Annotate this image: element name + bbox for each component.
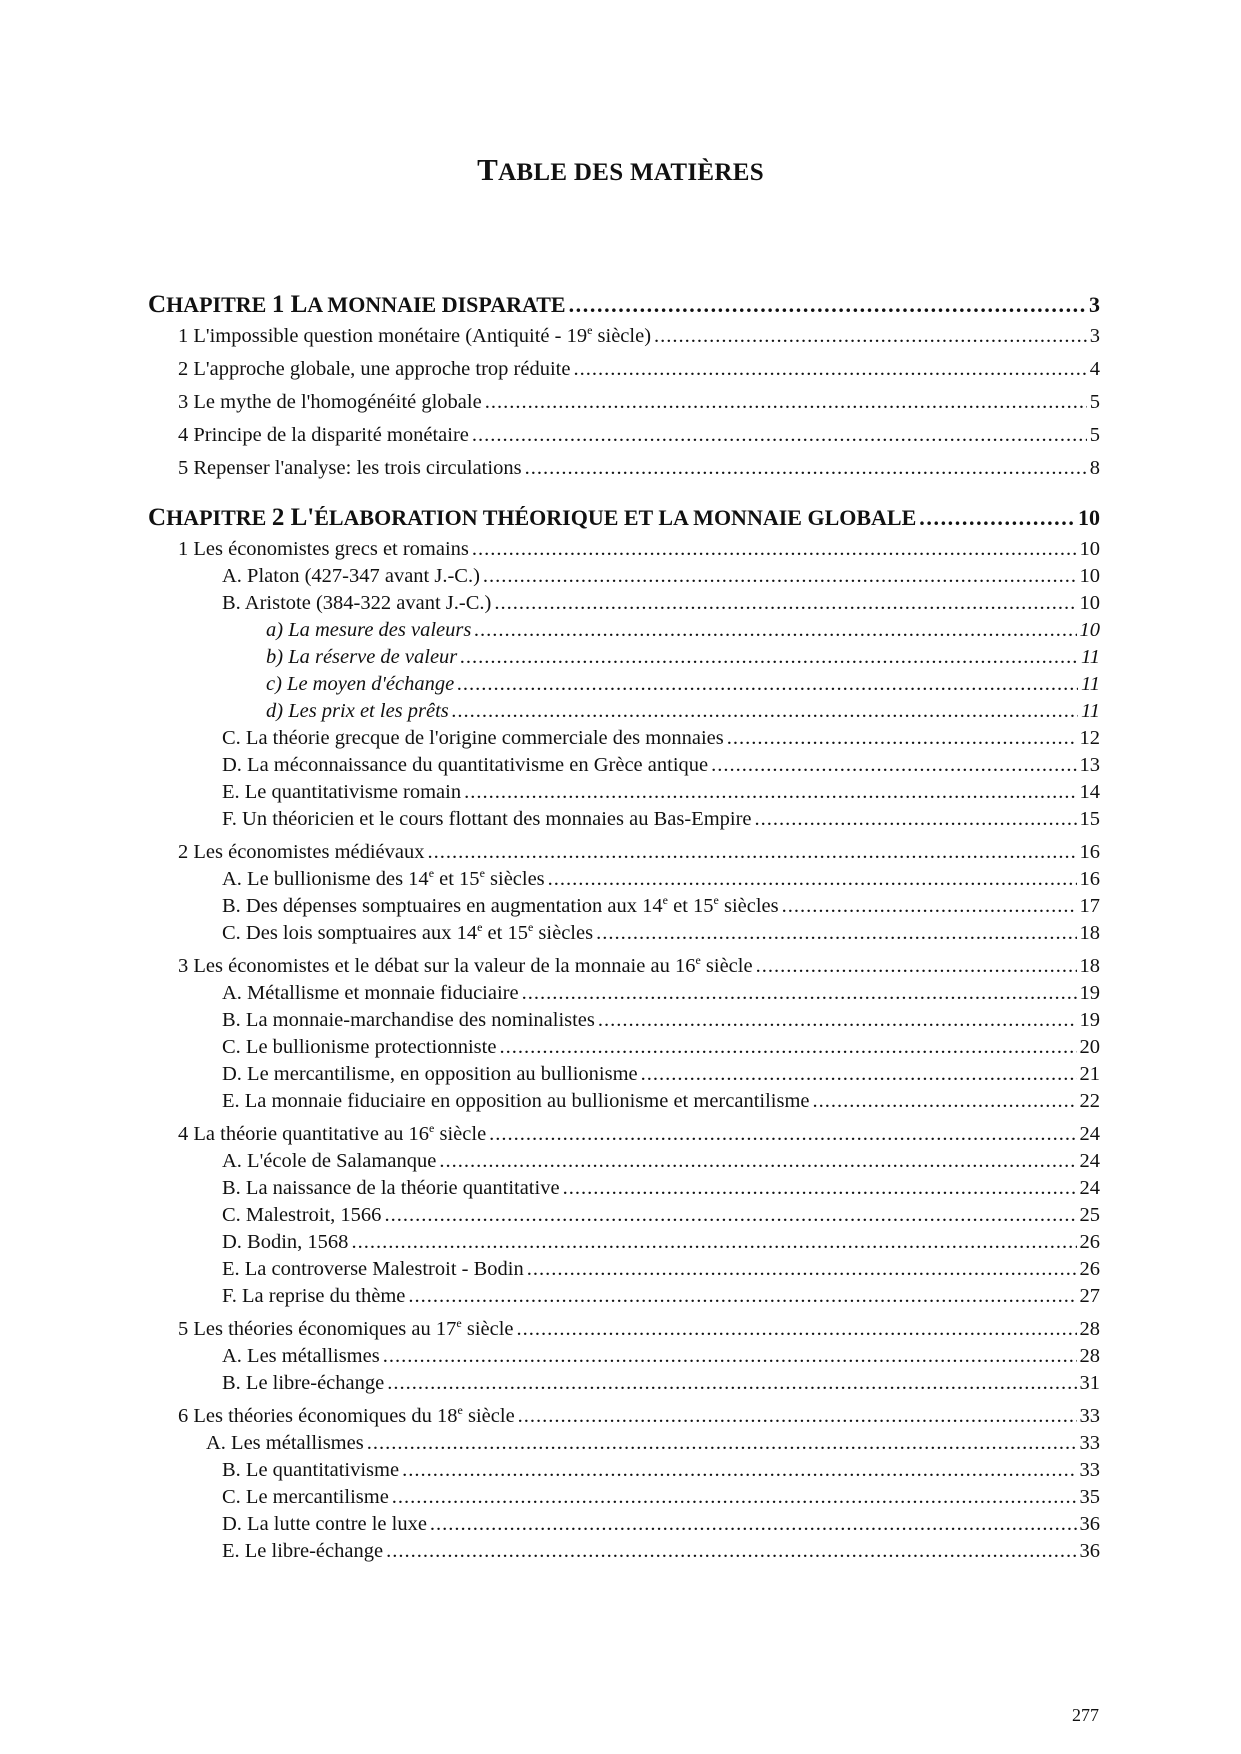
page-ref: 33 bbox=[1079, 1459, 1100, 1481]
dot-leader bbox=[464, 781, 1076, 804]
page-ref: 36 bbox=[1079, 1540, 1100, 1562]
entry-title: 2 L'approche globale, une approche trop réduite bbox=[178, 358, 571, 380]
page-ref: 11 bbox=[1081, 700, 1100, 722]
dot-leader bbox=[386, 1540, 1076, 1563]
page-ref: 26 bbox=[1079, 1231, 1100, 1253]
toc-entry[interactable] bbox=[148, 1009, 1100, 1036]
entry-title: A. Métallisme et monnaie fiduciaire bbox=[222, 982, 519, 1004]
page-ref: 12 bbox=[1079, 727, 1100, 749]
dot-leader bbox=[494, 592, 1076, 615]
dot-leader bbox=[499, 1036, 1076, 1059]
toc-entry[interactable] bbox=[148, 565, 1100, 592]
dot-leader bbox=[527, 1258, 1077, 1281]
entry-title: 6 Les théories économiques du 18e siècle bbox=[178, 1403, 515, 1427]
toc-subentry[interactable] bbox=[148, 619, 1100, 646]
toc-entry[interactable] bbox=[148, 391, 1100, 424]
page-ref: 36 bbox=[1079, 1513, 1100, 1535]
dot-leader bbox=[727, 727, 1077, 750]
entry-title: 1 Les économistes grecs et romains bbox=[178, 538, 469, 560]
page-ref: 10 bbox=[1079, 592, 1100, 614]
page-ref: 14 bbox=[1079, 781, 1100, 803]
toc-entry[interactable] bbox=[148, 808, 1100, 835]
entry-title: C. Le mercantilisme bbox=[222, 1486, 389, 1508]
entry-title: C. Des lois somptuaires aux 14e et 15e siècles bbox=[222, 920, 594, 944]
entry-title: E. La monnaie fiduciaire en opposition au bullionisme et mercantilisme bbox=[222, 1090, 810, 1112]
page-ref: 5 bbox=[1089, 424, 1100, 446]
toc-entry[interactable] bbox=[148, 1372, 1100, 1399]
toc-entry[interactable] bbox=[148, 1258, 1100, 1285]
page-ref: 8 bbox=[1089, 457, 1100, 479]
entry-title: 2 Les économistes médiévaux bbox=[178, 841, 425, 863]
toc-entry[interactable] bbox=[148, 358, 1100, 391]
toc-entry[interactable] bbox=[148, 781, 1100, 808]
toc-entry[interactable] bbox=[148, 1540, 1100, 1567]
page-ref: 19 bbox=[1079, 1009, 1100, 1031]
dot-leader bbox=[384, 1204, 1076, 1227]
toc-section[interactable] bbox=[148, 1318, 1100, 1345]
toc-entry[interactable] bbox=[148, 1345, 1100, 1372]
dot-leader bbox=[408, 1285, 1076, 1308]
dot-leader bbox=[813, 1090, 1077, 1113]
entry-title: D. Le mercantilisme, en opposition au bullionisme bbox=[222, 1063, 638, 1085]
dot-leader bbox=[439, 1150, 1076, 1173]
page-ref: 18 bbox=[1079, 955, 1100, 977]
entry-title: d) Les prix et les prêts bbox=[266, 700, 449, 722]
page-ref: 16 bbox=[1079, 841, 1100, 863]
toc-subentry[interactable] bbox=[148, 673, 1100, 700]
page-ref: 3 bbox=[1089, 325, 1100, 347]
toc-subentry[interactable] bbox=[148, 646, 1100, 673]
entry-title: C. La théorie grecque de l'origine commerciale des monnaies bbox=[222, 727, 724, 749]
toc-section[interactable] bbox=[148, 841, 1100, 868]
toc-entry[interactable] bbox=[148, 1459, 1100, 1486]
entry-title: 4 La théorie quantitative au 16e siècle bbox=[178, 1121, 487, 1145]
toc-section[interactable] bbox=[148, 538, 1100, 565]
title-initial: T bbox=[477, 152, 499, 187]
entry-title: A. Le bullionisme des 14e et 15e siècles bbox=[222, 866, 545, 890]
page-ref: 10 bbox=[1079, 538, 1100, 560]
dot-leader bbox=[782, 895, 1077, 918]
table-of-contents bbox=[148, 291, 1100, 1567]
dot-leader bbox=[518, 1405, 1077, 1428]
page-ref: 24 bbox=[1079, 1150, 1100, 1172]
page-ref: 33 bbox=[1079, 1432, 1100, 1454]
toc-entry[interactable] bbox=[148, 1090, 1100, 1117]
dot-leader bbox=[402, 1459, 1076, 1482]
dot-leader bbox=[548, 868, 1077, 891]
dot-leader bbox=[392, 1486, 1077, 1509]
dot-leader bbox=[756, 955, 1077, 978]
page-ref: 10 bbox=[1078, 505, 1100, 530]
page-ref: 10 bbox=[1079, 565, 1100, 587]
entry-title: 4 Principe de la disparité monétaire bbox=[178, 424, 469, 446]
toc-entry[interactable] bbox=[148, 727, 1100, 754]
entry-title: 1 L'impossible question monétaire (Antiquité - 19e siècle) bbox=[178, 323, 652, 347]
dot-leader bbox=[457, 673, 1078, 696]
page-ref: 18 bbox=[1079, 922, 1100, 944]
page-ref: 16 bbox=[1079, 868, 1100, 890]
toc-section[interactable] bbox=[148, 1405, 1100, 1432]
dot-leader bbox=[563, 1177, 1077, 1200]
page-ref: 33 bbox=[1079, 1405, 1100, 1427]
entry-title: F. La reprise du thème bbox=[222, 1285, 406, 1307]
dot-leader bbox=[387, 1372, 1076, 1395]
page-ref: 22 bbox=[1079, 1090, 1100, 1112]
toc-entry[interactable] bbox=[148, 325, 1100, 358]
dot-leader bbox=[919, 505, 1075, 531]
dot-leader bbox=[755, 808, 1077, 831]
entry-title: 3 Le mythe de l'homogénéité globale bbox=[178, 391, 482, 413]
toc-section[interactable] bbox=[148, 1123, 1100, 1150]
toc-entry[interactable] bbox=[148, 754, 1100, 781]
page-ref: 21 bbox=[1079, 1063, 1100, 1085]
entry-title: c) Le moyen d'échange bbox=[266, 673, 455, 695]
page-ref: 31 bbox=[1079, 1372, 1100, 1394]
toc-entry[interactable] bbox=[148, 982, 1100, 1009]
entry-title: D. La méconnaissance du quantitativisme en Grèce antique bbox=[222, 754, 709, 776]
entry-title: 3 Les économistes et le débat sur la valeur de la monnaie au 16e siècle bbox=[178, 953, 753, 977]
dot-leader bbox=[569, 292, 1086, 318]
entry-title: B. La monnaie-marchandise des nominalistes bbox=[222, 1009, 595, 1031]
dot-leader bbox=[654, 325, 1087, 348]
toc-section[interactable] bbox=[148, 955, 1100, 982]
entry-title: F. Un théoricien et le cours flottant des monnaies au Bas-Empire bbox=[222, 808, 752, 830]
dot-leader bbox=[460, 646, 1078, 669]
page-ref: 20 bbox=[1079, 1036, 1100, 1058]
dot-leader bbox=[485, 391, 1087, 414]
toc-entry[interactable] bbox=[148, 1513, 1100, 1540]
dot-leader bbox=[641, 1063, 1077, 1086]
toc-entry[interactable] bbox=[148, 1150, 1100, 1177]
page-ref: 5 bbox=[1089, 391, 1100, 413]
entry-title: A. Platon (427-347 avant J.-C.) bbox=[222, 565, 480, 587]
dot-leader bbox=[383, 1345, 1077, 1368]
entry-title: 5 Les théories économiques au 17e siècle bbox=[178, 1316, 514, 1340]
page-ref: 4 bbox=[1089, 358, 1100, 380]
page-title bbox=[0, 152, 1241, 188]
page-ref: 28 bbox=[1079, 1345, 1100, 1367]
dot-leader bbox=[452, 700, 1078, 723]
toc-entry[interactable] bbox=[148, 1285, 1100, 1312]
dot-leader bbox=[351, 1231, 1076, 1254]
page-ref: 17 bbox=[1079, 895, 1100, 917]
toc-entry[interactable] bbox=[148, 1231, 1100, 1258]
toc-entry[interactable] bbox=[148, 1177, 1100, 1204]
dot-leader bbox=[598, 1009, 1077, 1032]
page-ref: 27 bbox=[1079, 1285, 1100, 1307]
entry-title: E. Le quantitativisme romain bbox=[222, 781, 462, 803]
toc-subentry[interactable] bbox=[148, 700, 1100, 727]
chapter-title: CHAPITRE 2 L'ÉLABORATION THÉORIQUE ET LA MONNAIE GLOBALE bbox=[148, 504, 917, 531]
page-ref: 35 bbox=[1079, 1486, 1100, 1508]
toc-entry[interactable] bbox=[148, 1204, 1100, 1231]
dot-leader bbox=[596, 922, 1076, 945]
entry-title: B. Des dépenses somptuaires en augmentation aux 14e et 15e siècles bbox=[222, 893, 779, 917]
dot-leader bbox=[711, 754, 1076, 777]
page-ref: 24 bbox=[1079, 1177, 1100, 1199]
page-ref: 28 bbox=[1079, 1318, 1100, 1340]
page-ref: 19 bbox=[1079, 982, 1100, 1004]
page-ref: 26 bbox=[1079, 1258, 1100, 1280]
toc-entry[interactable] bbox=[148, 592, 1100, 619]
entry-title: a) La mesure des valeurs bbox=[266, 619, 472, 641]
toc-entry[interactable] bbox=[148, 1063, 1100, 1090]
toc-entry[interactable] bbox=[148, 424, 1100, 457]
toc-entry[interactable] bbox=[148, 1432, 1100, 1459]
dot-leader bbox=[474, 619, 1076, 642]
page-ref: 3 bbox=[1089, 292, 1100, 317]
toc-chapter-1[interactable] bbox=[148, 291, 1100, 325]
toc-entry[interactable] bbox=[148, 1486, 1100, 1513]
chapter-title: CHAPITRE 1 LA MONNAIE DISPARATE bbox=[148, 291, 566, 318]
page-ref: 15 bbox=[1079, 808, 1100, 830]
entry-title: A. Les métallismes bbox=[222, 1345, 380, 1367]
toc-chapter-2[interactable] bbox=[148, 504, 1100, 538]
entry-title: D. La lutte contre le luxe bbox=[222, 1513, 427, 1535]
toc-entry[interactable] bbox=[148, 457, 1100, 490]
entry-title: b) La réserve de valeur bbox=[266, 646, 458, 668]
page-ref: 25 bbox=[1079, 1204, 1100, 1226]
dot-leader bbox=[522, 982, 1077, 1005]
entry-title: B. Le quantitativisme bbox=[222, 1459, 400, 1481]
page-number: 277 bbox=[1072, 1705, 1099, 1725]
entry-title: B. La naissance de la théorie quantitative bbox=[222, 1177, 560, 1199]
dot-leader bbox=[525, 457, 1087, 480]
entry-title: B. Le libre-échange bbox=[222, 1372, 385, 1394]
entry-title: D. Bodin, 1568 bbox=[222, 1231, 349, 1253]
page-ref: 11 bbox=[1081, 646, 1100, 668]
entry-title: A. L'école de Salamanque bbox=[222, 1150, 437, 1172]
entry-title: 5 Repenser l'analyse: les trois circulations bbox=[178, 457, 522, 479]
entry-title: A. Les métallismes bbox=[206, 1432, 364, 1454]
entry-title: B. Aristote (384-322 avant J.-C.) bbox=[222, 592, 492, 614]
entry-title: E. La controverse Malestroit - Bodin bbox=[222, 1258, 524, 1280]
title-rest: ABLE DES MATIÈRES bbox=[498, 159, 764, 186]
page-ref: 10 bbox=[1079, 619, 1100, 641]
dot-leader bbox=[573, 358, 1086, 381]
toc-entry[interactable] bbox=[148, 895, 1100, 922]
toc-entry[interactable] bbox=[148, 1036, 1100, 1063]
dot-leader bbox=[428, 841, 1077, 864]
entry-title: E. Le libre-échange bbox=[222, 1540, 384, 1562]
page-ref: 11 bbox=[1081, 673, 1100, 695]
entry-title: C. Malestroit, 1566 bbox=[222, 1204, 382, 1226]
page-ref: 24 bbox=[1079, 1123, 1100, 1145]
page-ref: 13 bbox=[1079, 754, 1100, 776]
dot-leader bbox=[367, 1432, 1077, 1455]
dot-leader bbox=[430, 1513, 1077, 1536]
dot-leader bbox=[483, 565, 1077, 588]
toc-entry[interactable] bbox=[148, 868, 1100, 895]
dot-leader bbox=[472, 424, 1087, 447]
toc-entry[interactable] bbox=[148, 922, 1100, 949]
dot-leader bbox=[489, 1123, 1076, 1146]
dot-leader bbox=[517, 1318, 1077, 1341]
dot-leader bbox=[472, 538, 1077, 561]
entry-title: C. Le bullionisme protectionniste bbox=[222, 1036, 497, 1058]
